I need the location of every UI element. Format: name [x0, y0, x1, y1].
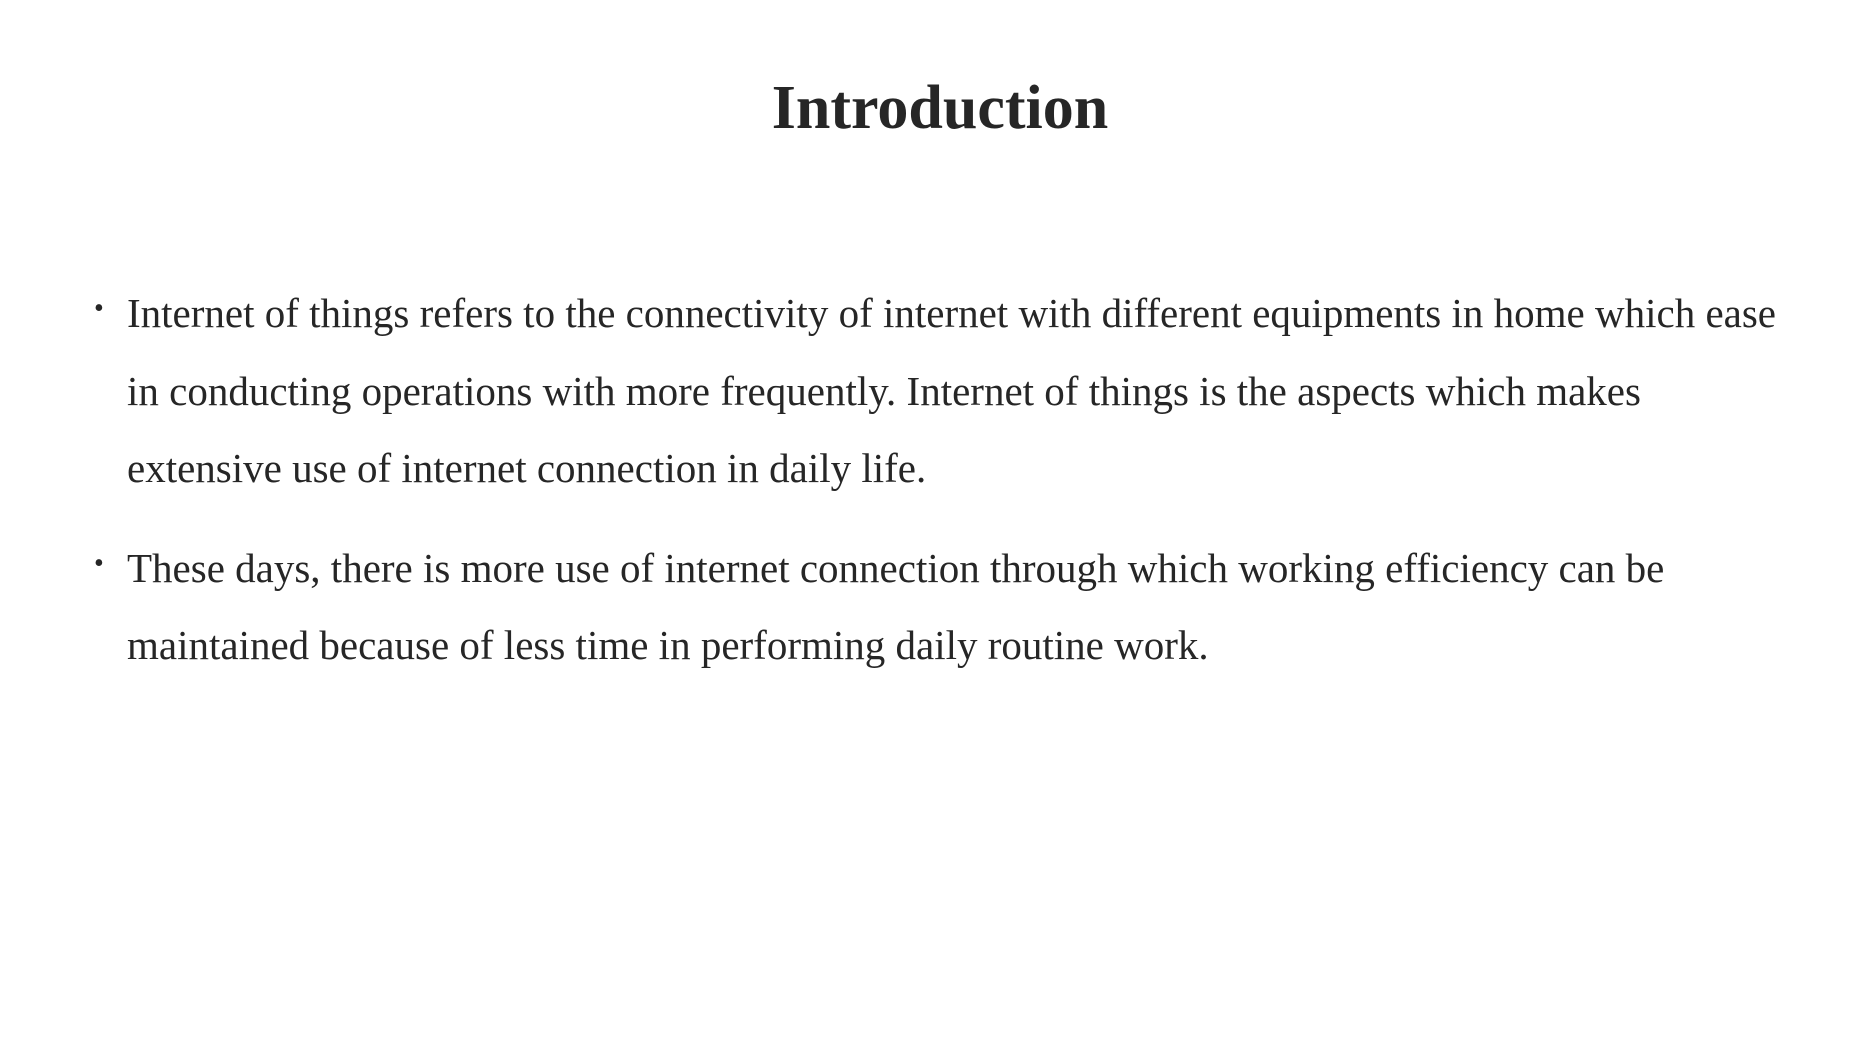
bullet-list: [94, 275, 1794, 707]
bullet-text: These days, there is more use of internet connection through which working efficiency can be maintained because of less time in performing daily routine work.: [127, 544, 1665, 668]
bullet-item: [94, 275, 1794, 508]
bullet-dot-icon: •: [94, 547, 104, 579]
slide-title: Introduction: [771, 74, 1109, 142]
bullet-item: [94, 530, 1794, 685]
bullet-dot-icon: •: [94, 293, 104, 324]
bullet-text: Internet of things refers to the connectivity of internet with different equipments in home which ease in conducting operations with more frequently. Internet of things is the aspects which makes extensive use of internet connection in daily life.: [127, 290, 1776, 491]
